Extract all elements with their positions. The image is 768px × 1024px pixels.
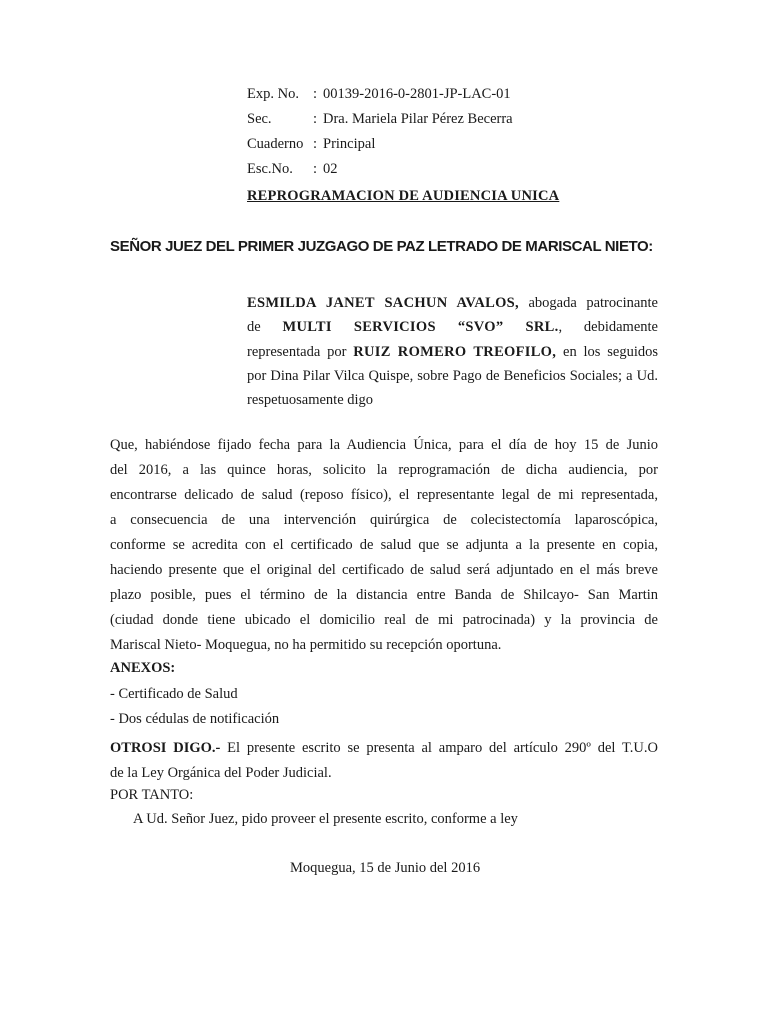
otrosi-label: OTROSI DIGO.- [110, 740, 221, 756]
esc-value: 02 [323, 161, 338, 177]
place-date: Moquegua, 15 de Junio del 2016 [290, 860, 481, 876]
cuaderno-separator: : [313, 136, 318, 152]
body-line: conforme se acredita con el certificado de salud que se adjunta a la presente en copia, [110, 537, 658, 553]
body-line: Mariscal Nieto- Moquegua, no ha permitido su recepción oportuna. [110, 637, 502, 653]
header-esc-row [247, 161, 338, 178]
anexos-heading: ANEXOS: [110, 660, 176, 676]
exp-value: 00139-2016-0-2801-JP-LAC-01 [323, 86, 511, 102]
intro-text: en los seguidos [556, 343, 659, 360]
intro-text: , debidamente [558, 319, 658, 336]
exp-separator: : [313, 86, 318, 102]
body-line: haciendo presente que el original del certificado de salud será adjuntado en el más breve [110, 562, 658, 578]
header-sec-row [247, 111, 513, 128]
body-line: plazo posible, pues el término de la distancia entre Banda de Shilcayo- San Martin [110, 587, 658, 603]
header-cuaderno-row [247, 136, 375, 153]
cuaderno-value: Principal [323, 136, 376, 152]
exp-label: Exp. No. [247, 86, 299, 102]
otrosi-line [110, 736, 658, 761]
representative-name: RUIZ ROMERO TREOFILO, [353, 343, 557, 360]
addressee-heading: SEÑOR JUEZ DEL PRIMER JUZGAGO DE PAZ LETRADO DE MARISCAL NIETO: [110, 238, 653, 255]
intro-text: abogada patrocinante [518, 295, 658, 311]
intro-line: respetuosamente digo [247, 392, 374, 409]
body-paragraph [110, 433, 658, 658]
otrosi-line: de la Ley Orgánica del Poder Judicial. [110, 765, 332, 781]
intro-text: de [247, 319, 283, 336]
body-line: Que, habiéndose fijado fecha para la Audiencia Única, para el día de hoy 15 de Junio [110, 437, 658, 453]
header-exp-row [247, 86, 511, 103]
cuaderno-label: Cuaderno [247, 136, 304, 152]
body-line: (ciudad donde tiene ubicado el domicilio real de mi patrocinada) y la provincia de [110, 612, 658, 628]
otrosi-paragraph [110, 736, 658, 786]
intro-paragraph [247, 291, 658, 412]
intro-line [247, 340, 658, 364]
intro-text: representada por [247, 343, 354, 360]
intro-line [247, 291, 658, 315]
body-line: encontrarse delicado de salud (reposo físico), el representante legal de mi representada, [110, 487, 658, 503]
anexo-item: - Dos cédulas de notificación [110, 711, 280, 727]
esc-label: Esc.No. [247, 161, 293, 177]
body-line: del 2016, a las quince horas, solicito la reprogramación de dicha audiencia, por [110, 462, 658, 478]
anexo-item: - Certificado de Salud [110, 686, 238, 702]
sec-separator: : [313, 111, 318, 127]
document-title: REPROGRAMACION DE AUDIENCIA UNICA [247, 188, 560, 204]
body-line: a consecuencia de una intervención quirúrgica de colecistectomía laparoscópica, [110, 512, 658, 528]
otrosi-text: El presente escrito se presenta al amparo del artículo 290º del T.U.O [220, 740, 658, 756]
intro-line [247, 315, 658, 339]
request-line: A Ud. Señor Juez, pido proveer el presente escrito, conforme a ley [133, 811, 518, 827]
esc-separator: : [313, 161, 318, 177]
intro-line: por Dina Pilar Vilca Quispe, sobre Pago de Beneficios Sociales; a Ud. [247, 367, 658, 384]
sec-value: Dra. Mariela Pilar Pérez Becerra [323, 111, 513, 127]
por-tanto: POR TANTO: [110, 787, 194, 803]
sec-label: Sec. [247, 111, 272, 127]
attorney-name: ESMILDA JANET SACHUN AVALOS, [247, 295, 519, 311]
company-name: MULTI SERVICIOS “SVO” SRL. [282, 319, 559, 336]
